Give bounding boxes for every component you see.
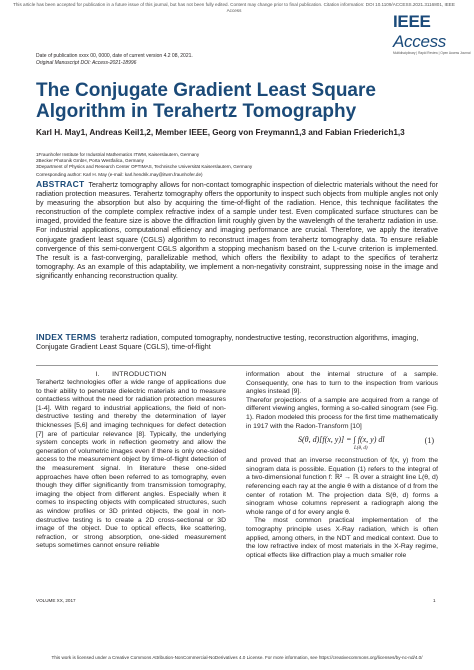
right-paragraph-4: The most common practical implementation of the tomography principle uses X-Ray radiation, which is often applied, among others, in the NDT and medical context. Due to the low refractive index of most materials in the X-Ray regime, optical effects like diffraction play a much smaller role (246, 517, 438, 559)
equation-body: S(θ, d)[f(x, y)] = ∫ f(x, y) dl (298, 435, 385, 445)
section-heading: I. INTRODUCTION (95, 371, 167, 378)
equation-number: (1) (424, 436, 434, 446)
author-list: Karl H. May1, Andreas Keil1,2, Member IEEE, Georg von Freymann1,3 and Fabian Friederich1,3 (36, 128, 405, 137)
logo-tagline: Multidisciplinary | Rapid Review | Open Access Journal (393, 51, 471, 55)
journal-notice: This article has been accepted for publication in a future issue of this journal, but has not been fully edited. Content may change prior to final publication. Citation information: DOI 10.1109/ACCESS.2021.3116801, IEEE Access (13, 2, 455, 13)
logo-name: Access (393, 32, 446, 51)
paper-title: The Conjugate Gradient Least Square Algorithm in Terahertz Tomography (36, 80, 376, 122)
right-paragraph-2: Therefor projections of a sample are acquired from a range of different viewing angles, forming a so-called sinogram (see Fig. 1). Radon modeled this process for the first time mathematically in 1917 with the Radon-Transform [10] (246, 396, 438, 430)
intro-paragraph: Terahertz technologies offer a wide range of applications due to their ability to penetrate dielectric materials and to measure contactless without the need for radiation protection measures [1-4]. With regard to industrial applications, the field of non-destructive testing and thereby the determination of layer thicknesses [5,6] and imaging techniques for defect detection [7] are of particular relevance [8]. Typically, the underlying system concepts work in reflection geometry and allow the generation of volumetric images even if there is only one-sided access to the measurement object by time-of-flight detection of the measurement signal. In literature these one-sided approaches have often been referred to as tomography, even though they differ significantly from transmission tomography, imaging the object from different angles. Especially when it comes to inspecting objects with complicated structures, such as window profiles or 3D printed objects, the goal in non-destructive testing is to create a 2D cross-sectional or 3D image of the object. Due to optical effects, like scattering, refraction, or strong absorption, one-sided measurement setups sometimes cannot ensure reliable (36, 379, 226, 550)
index-terms (36, 333, 438, 352)
page-number: 1 (433, 598, 436, 603)
right-column (246, 371, 438, 560)
left-column (36, 371, 226, 551)
volume-footer: VOLUME XX, 2017 (36, 598, 76, 603)
publication-date: Date of publication xxxx 00, 0000, date of current version 4.2 08, 2021. (36, 53, 193, 59)
right-paragraph-1: information about the internal structure of a sample. Consequently, one has to turn to the inspection from various angles instead [9]. (246, 371, 438, 396)
corresponding-author: Corresponding author: Karl H. May (e-mail: karl.hendrik.may@itwm.fraunhofer.de) (36, 172, 203, 177)
manuscript-doi: Original Manuscript DOI: Access-2021-18996 (36, 60, 137, 66)
abstract (36, 180, 438, 281)
section-divider (36, 365, 438, 366)
index-terms-text: terahertz radiation, computed tomography, nondestructive testing, reconstruction algorithms, imaging, Conjugate Gradient Least Square (CGLS), time-of-flight (36, 334, 419, 352)
abstract-text: Terahertz tomography allows for non-contact tomographic inspection of dielectric materials without the need for radiation protection measures. Terahertz tomography offers the opportunity to inspect such objects from multiple angles not only by measuring the absorption but also by acquiring the time-of-flight of the radiation. Hence, this technique facilitates the reconstruction of the complete complex refractive index of a sample under test. Even complicated surface structures can be imaged, provided the feature size is above the diffraction limit roughly given by the wavelength of the terahertz radiation in use. For industrial applications, computational efficiency and imaging performance are crucial. Therefore, we apply the iterative conjugate gradient least square (CGLS) algorithm to reconstruct images from terahertz tomography data. To ensure reliable convergence of this semi-convergent CGLS algorithm a stopping mechanism based on the L-curve criterion is implemented. The result is a fast-converging, parallelizable method, which offers the flexibility to adapt to the specifics of terahertz tomography. As an example of this adaptability, we implement a non-negativity constraint, suppressing noise in the image and significantly enhancing reconstruction quality. (36, 181, 438, 280)
affiliation-1: 1Fraunhofer Institute for Industrial Mathematics ITWM, Kaiserslautern, Germany (36, 152, 200, 157)
index-terms-heading: INDEX TERMS (36, 332, 97, 342)
license-notice: This work is licensed under a Creative Commons Attribution-NonCommercial-NoDerivatives 4.0 License. For more information, see https://creativecommons.org/licenses/by-nc-nd/4.0/ (51, 655, 423, 660)
right-paragraph-3: and proved that an inverse reconstruction of f(x, y) from the sinogram data is possible. Equation (1) refers to the integral of a two-dimensional function f: ℝ² → ℝ over a straight line L(θ, d) referencing each ray at the angle θ with a distance of d from the center of rotation M. The projection data S(θ, d) forms a sinogram whose columns represent a radiograph along the whole range of d for every angle θ. (246, 457, 438, 516)
logo-brand: IEEE (393, 12, 431, 31)
radon-equation (246, 431, 438, 457)
abstract-heading: ABSTRACT (36, 179, 85, 189)
affiliation-2: 2Becker Photonik GmbH, Porta Westfalica, Germany (36, 158, 144, 163)
equation-subscript: L(θ, d) (354, 446, 368, 452)
ieee-access-logo (393, 12, 474, 55)
affiliation-3: 3Department of Physics and Research Center OPTIMAS, Technische Universität Kaiserslautern, Germany (36, 164, 253, 169)
